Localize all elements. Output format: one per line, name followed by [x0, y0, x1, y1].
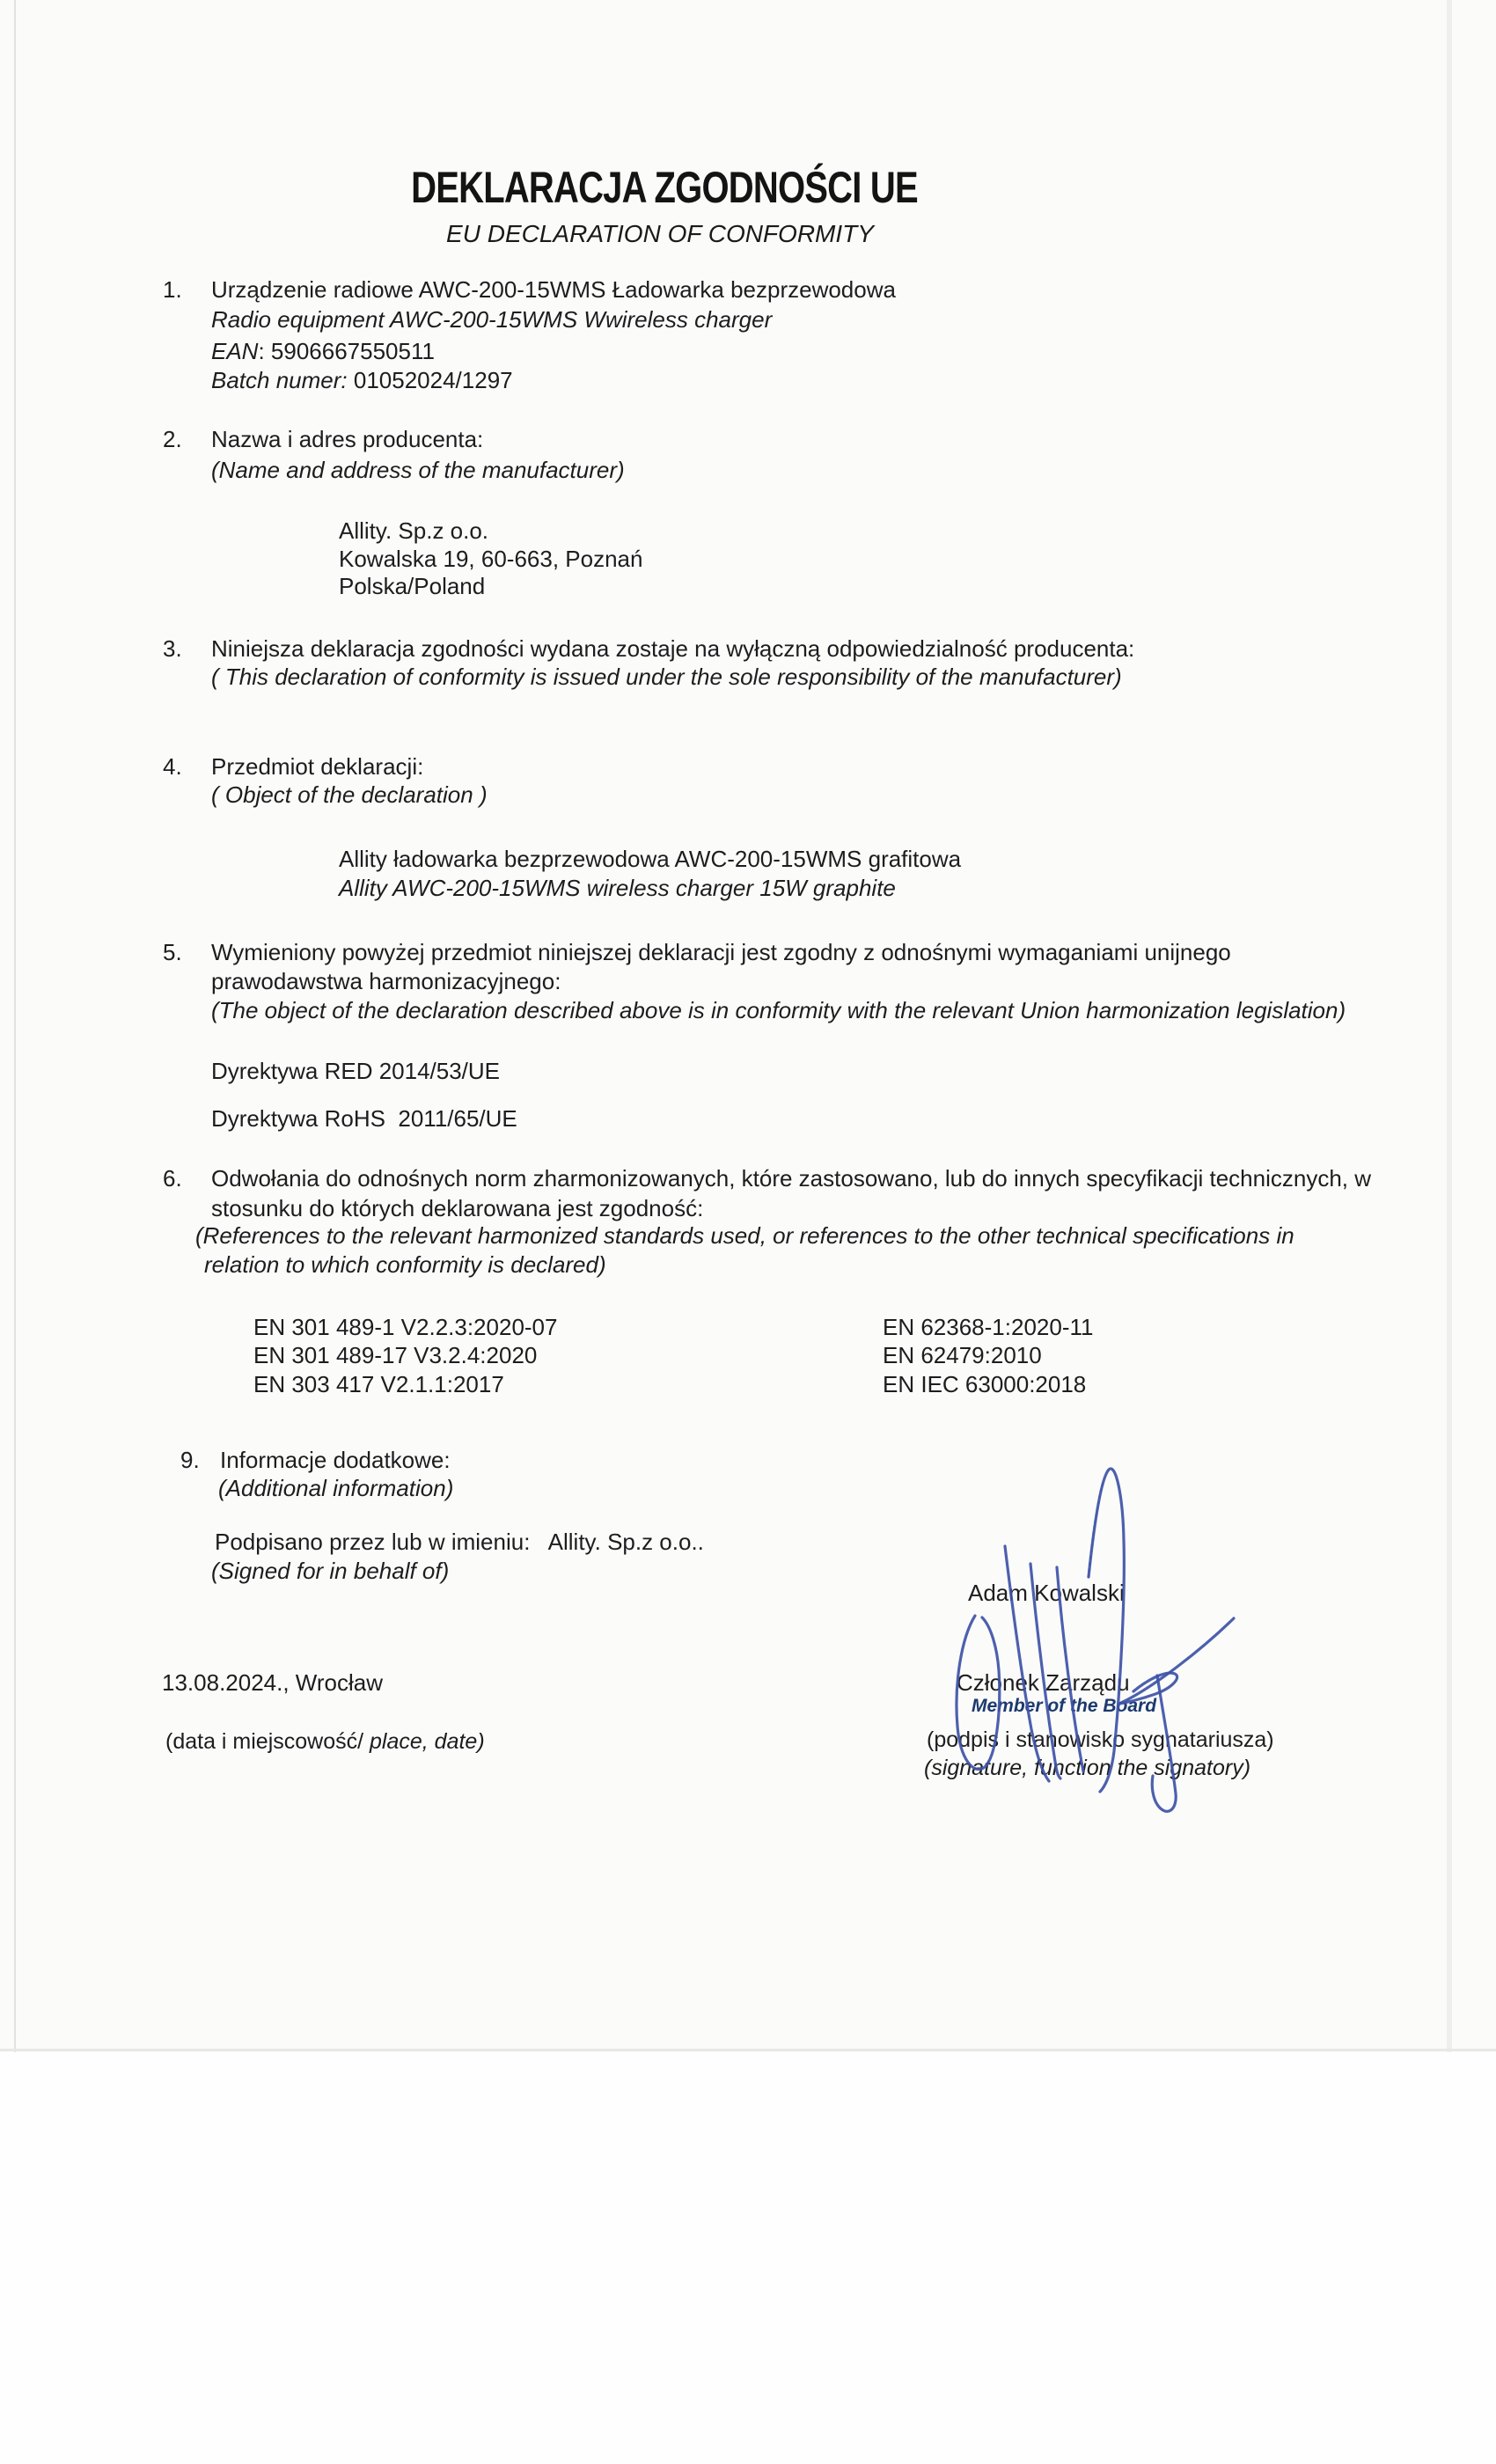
item6-statement-pl-line1: Odwołania do odnośnych norm zharmonizowanych, które zastosowano, lub do innych specyfikacji technicznych, w [211, 1165, 1372, 1192]
item1-batch-line [211, 367, 513, 393]
signature-caption-pl: (podpis i stanowisko sygnatariusza) [927, 1727, 1274, 1752]
standard-eniec63000: EN IEC 63000:2018 [883, 1371, 1087, 1397]
document-subtitle: EU DECLARATION OF CONFORMITY [446, 220, 874, 247]
item6-statement-pl-line2: stosunku do których deklarowana jest zgodność: [211, 1195, 704, 1221]
directive-rohs: Dyrektywa RoHS 2011/65/UE [211, 1105, 517, 1132]
signature-caption-en: (signature, function the signatory) [924, 1756, 1251, 1780]
declaration-object-pl: Allity ładowarka bezprzewodowa AWC-200-15WMS grafitowa [339, 846, 962, 872]
directive-red: Dyrektywa RED 2014/53/UE [211, 1058, 501, 1084]
item1-device-en: Radio equipment AWC-200-15WMS Wwireless charger [211, 306, 773, 333]
standard-en301489-17: EN 301 489-17 V3.2.4:2020 [253, 1342, 538, 1368]
manufacturer-country: Polska/Poland [339, 573, 486, 599]
item9-heading-en: (Additional information) [218, 1475, 454, 1501]
item4-heading-en: ( Object of the declaration ) [211, 781, 488, 808]
manufacturer-name: Allity. Sp.z o.o. [339, 517, 489, 544]
item2-heading-en: (Name and address of the manufacturer) [211, 457, 625, 483]
signatory-name: Adam Kowalski [968, 1580, 1125, 1606]
standard-en301489-1: EN 301 489-1 V2.2.3:2020-07 [253, 1314, 558, 1340]
signatory-role-en: Member of the Board [972, 1696, 1157, 1716]
date-place-value: 13.08.2024., Wrocław [162, 1669, 383, 1696]
item3-statement-pl: Niniejsza deklaracja zgodności wydana zostaje na wyłączną odpowiedzialność producenta: [211, 635, 1135, 662]
item3-number: 3. [163, 635, 182, 662]
declaration-object-en: Allity AWC-200-15WMS wireless charger 15W graphite [339, 875, 896, 901]
signed-by-pl: Podpisano przez lub w imieniu: Allity. Sp.z o.o.. [215, 1529, 704, 1555]
item6-number: 6. [163, 1165, 182, 1192]
date-caption-en: place, date) [363, 1729, 485, 1754]
item2-heading-pl: Nazwa i adres producenta: [211, 426, 484, 452]
batch-value: 01052024/1297 [347, 367, 513, 393]
item5-statement-en: (The object of the declaration described above is in conformity with the relevant Union harmonization legislation) [211, 997, 1346, 1023]
signature-stroke-flourish [1121, 1618, 1234, 1703]
item1-ean-line [211, 338, 435, 364]
batch-label: Batch numer: [211, 367, 348, 393]
scan-left-edge-line [14, 0, 16, 2052]
ean-value: : 5906667550511 [258, 338, 435, 364]
item4-heading-pl: Przedmiot deklaracji: [211, 753, 424, 780]
item9-heading-pl: Informacje dodatkowe: [220, 1447, 451, 1473]
scan-right-edge-line [1447, 0, 1452, 2052]
item1-device-pl: Urządzenie radiowe AWC-200-15WMS Ładowarka bezprzewodowa [211, 276, 896, 303]
item6-statement-en-line1: (References to the relevant harmonized standards used, or references to the other technical specifications in [195, 1222, 1294, 1249]
ean-label: EAN [211, 338, 259, 364]
item5-statement-pl-line1: Wymieniony powyżej przedmiot niniejszej deklaracji jest zgodny z odnośnymi wymaganiami unijnego [211, 939, 1231, 965]
standard-en62479: EN 62479:2010 [883, 1342, 1042, 1368]
item5-number: 5. [163, 939, 182, 965]
standard-en303417: EN 303 417 V2.1.1:2017 [253, 1371, 504, 1397]
item6-statement-en-line2: relation to which conformity is declared) [204, 1251, 606, 1278]
item9-number: 9. [180, 1447, 200, 1473]
item3-statement-en: ( This declaration of conformity is issued under the sole responsibility of the manufacturer) [211, 664, 1122, 690]
item1-number: 1. [163, 276, 182, 303]
document-title: DEKLARACJA ZGODNOŚCI UE [411, 163, 918, 212]
signature-stroke-rise [1089, 1480, 1104, 1577]
date-caption-pl: (data i miejscowość/ [165, 1729, 364, 1754]
signatory-role-pl: Członek Zarządu [957, 1669, 1130, 1696]
date-place-caption [165, 1728, 485, 1755]
item5-statement-pl-line2: prawodawstwa harmonizacyjnego: [211, 968, 561, 994]
scan-bottom-edge-line [0, 2049, 1496, 2051]
manufacturer-street: Kowalska 19, 60-663, Poznań [339, 546, 643, 572]
item4-number: 4. [163, 753, 182, 780]
item2-number: 2. [163, 426, 182, 452]
signed-by-en: (Signed for in behalf of) [211, 1558, 450, 1584]
standard-en62368: EN 62368-1:2020-11 [883, 1314, 1094, 1340]
